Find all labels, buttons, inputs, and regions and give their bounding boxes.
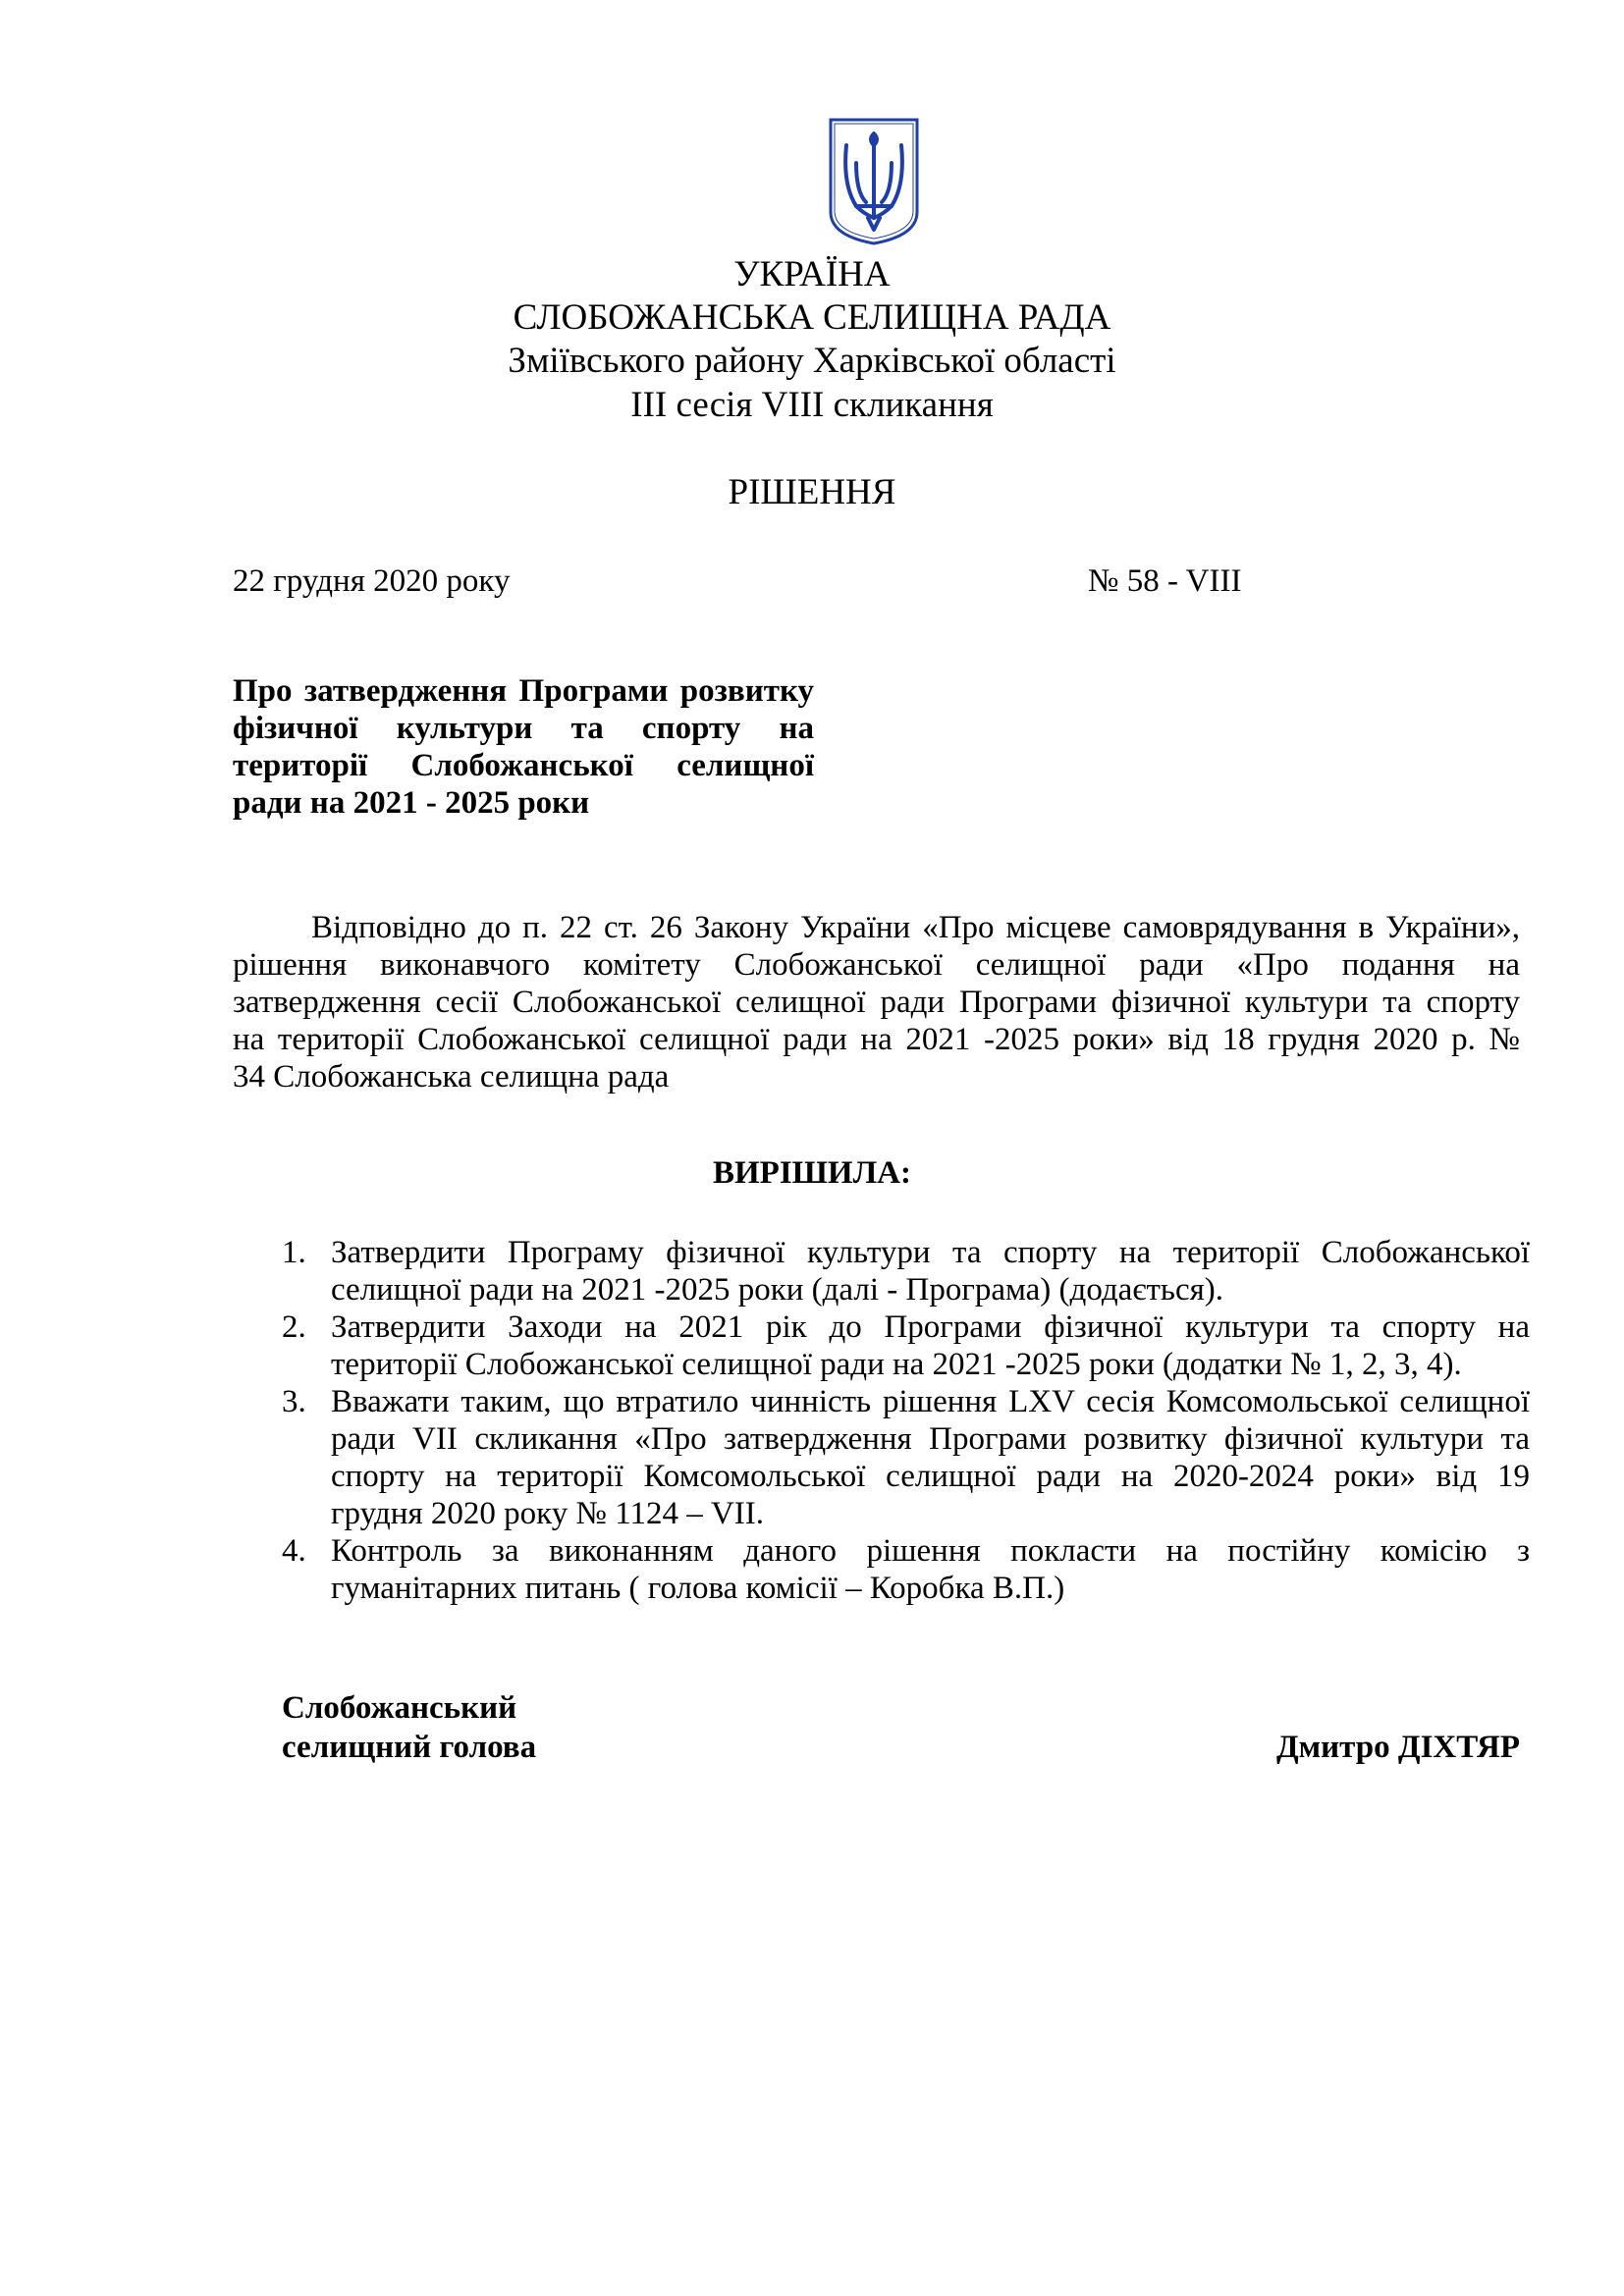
preamble-line: затвердження сесії Слобожанської селищної ради Програми фізичної культури та спорту xyxy=(233,985,1520,1020)
council-heading: СЛОБОЖАНСЬКА СЕЛИЩНА РАДА xyxy=(513,297,1111,338)
country-heading: УКРАЇНА xyxy=(733,254,891,294)
list-item-number: 4. xyxy=(282,1533,306,1569)
preamble-line: 34 Слобожанська селищна рада xyxy=(233,1059,670,1095)
preamble-line: на території Слобожанської селищної ради на 2021 -2025 роки» від 18 грудня 2020 р. № xyxy=(233,1022,1520,1057)
list-item xyxy=(282,1308,1530,1383)
signatory-name: Дмитро ДІХТЯР xyxy=(1275,1730,1520,1765)
list-item-line: Вважати таким, що втратило чинність рішення LXV сесія Комсомольської селищної xyxy=(331,1384,1530,1419)
session-heading: ІІІ сесія VIII скликання xyxy=(630,385,994,425)
coat-of-arms-icon xyxy=(827,116,921,247)
resolved-heading: ВИРІШИЛА: xyxy=(713,1155,911,1191)
signatory-title xyxy=(282,1688,536,1767)
signatory-title-line: Слобожанський xyxy=(282,1690,517,1726)
signatory-title-line: селищний голова xyxy=(282,1730,537,1765)
list-item xyxy=(282,1234,1530,1308)
preamble-line: Відповідно до п. 22 ст. 26 Закону України «Про місцеве самоврядування в України», xyxy=(311,910,1520,945)
decision-number: № 58 - VIII xyxy=(1088,563,1242,599)
list-item xyxy=(282,1532,1530,1607)
list-item-line: Затвердити Програму фізичної культури та спорту на території Слобожанської xyxy=(331,1235,1530,1270)
subject-line: території Слобожанської селищної xyxy=(233,748,814,783)
preamble-paragraph xyxy=(233,909,1520,1095)
subject-line: Про затвердження Програми розвитку xyxy=(233,673,814,709)
list-item-line: спорту на території Комсомольської селищної ради на 2020-2024 роки» від 19 xyxy=(331,1459,1530,1494)
list-item-number: 2. xyxy=(282,1309,306,1345)
list-item-number: 1. xyxy=(282,1235,306,1270)
subject-line: ради на 2021 - 2025 роки xyxy=(233,785,590,821)
list-item-line: селищної ради на 2021 -2025 роки (далі - Програма) (додається). xyxy=(331,1272,1224,1308)
list-item-line: Затвердити Заходи на 2021 рік до Програми фізичної культури та спорту на xyxy=(331,1309,1530,1345)
list-item-line: ради VII скликання «Про затвердження Програми розвитку фізичної культури та xyxy=(331,1421,1530,1457)
list-item xyxy=(282,1383,1530,1532)
decision-subject xyxy=(233,672,814,822)
document-type-heading: РІШЕННЯ xyxy=(728,472,896,512)
list-item-line: Контроль за виконанням даного рішення покласти на постійну комісію з xyxy=(331,1533,1530,1569)
list-item-line: території Слобожанської селищної ради на 2021 -2025 роки (додатки № 1, 2, 3, 4). xyxy=(331,1347,1462,1382)
preamble-line: рішення виконавчого комітету Слобожанської селищної ради «Про подання на xyxy=(233,947,1520,983)
list-item-line: гуманітарних питань ( голова комісії – Коробка В.П.) xyxy=(331,1571,1065,1606)
decision-date: 22 грудня 2020 року xyxy=(233,563,511,599)
subject-line: фізичної культури та спорту на xyxy=(233,711,814,746)
district-heading: Зміївського району Харківської області xyxy=(508,341,1116,381)
list-item-number: 3. xyxy=(282,1384,306,1419)
list-item-line: грудня 2020 року № 1124 – VII. xyxy=(331,1496,765,1531)
resolution-list xyxy=(282,1234,1530,1607)
